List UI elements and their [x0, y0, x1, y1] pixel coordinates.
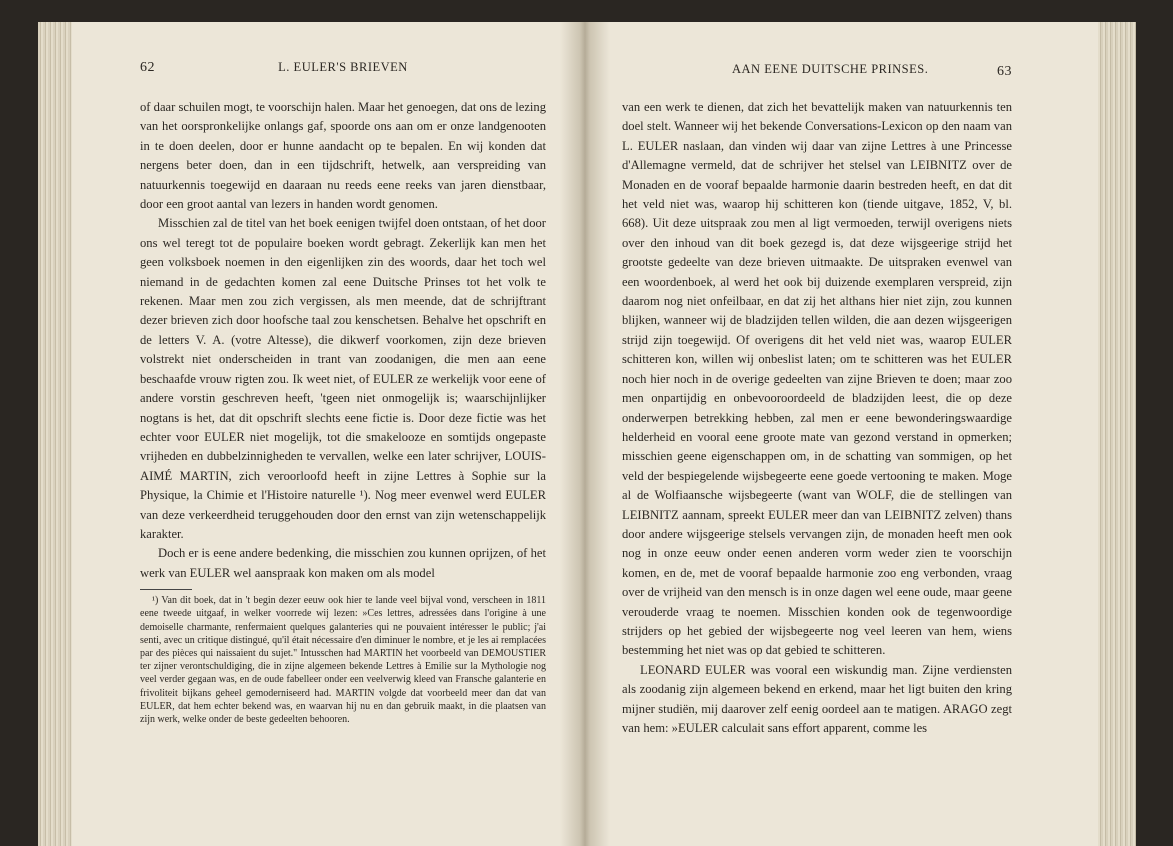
right-running-title: AAN EENE DUITSCHE PRINSES. [732, 62, 929, 76]
footnote-rule [140, 589, 192, 590]
book-gutter [560, 22, 610, 846]
footnote-text: ¹) Van dit boek, dat in 't begin dezer eeuw ook hier te lande veel bijval vond, verscheen in 1811 eene tweede uitgaaf, in welker voorrede wij lezen: »Ces lettres, adressées dans l'origine à une demoiselle charmante, renfermaient quelques galanteries qui ne pouvaient intéresser le public; j'ai senti, avec un critique distingué, qu'il était nécessaire d'en diminuer le nombre, et je les ai remplacées par des pièces qui naissaient du sujet." Intusschen had MARTIN het voorbeeld van DEMOUSTIER ter zijner verontschuldiging, die in zijne algemeen bekende Lettres à Emilie sur la Mythologie nog veel verder gegaan was, en de oude fabelleer onder een veelverwig kleed van Fransche galanterie en frivoliteit bijkans geheel gemoderniseerd had. MARTIN volgde dat voorbeeld meer dan dat van EULER, dat hem echter bekend was, en waarvan hij nu en dan gebruik maakt, in die plaatsen van zijn werk, welke onder de beste gedeelten behooren. [140, 595, 546, 725]
right-page-number: 63 [997, 64, 1012, 79]
left-page-number: 62 [140, 60, 155, 75]
right-paragraph-2: LEONARD EULER was vooral een wiskundig man. Zijne verdiensten als zoodanig zijn algemeen bekend en erkend, maar het ligt buiten den kring mijner studiën, mij daarover zelf eenig oordeel aan te matigen. ARAGO zegt van hem: »EULER calculait sans effort apparent, comme les [622, 662, 1012, 735]
left-paragraph-3: Doch er is eene andere bedenking, die misschien zou kunnen oprijzen, of het werk van EULER wel aanspraak kon maken om als model [140, 546, 546, 580]
right-page [622, 60, 1012, 738]
right-page-body [622, 98, 1012, 738]
left-page-header [140, 60, 546, 82]
right-page-edges [1098, 22, 1136, 846]
right-page-header [622, 60, 1012, 82]
left-page [140, 60, 546, 726]
right-paragraph-1: van een werk te dienen, dat zich het bevattelijk maken van natuurkennis ten doel stelt. Wanneer wij het bekende Conversations-Lexicon op den naam van L. EULER naslaan, dan vinden wij daar van zijne Lettres à une Princesse d'Allemagne vermeld, dat de schrijver het stelsel van LEIBNITZ over de Monaden en de vooraf bepaalde harmonie daarin bestreden heeft, en dat dit het veld niet was, waarop hij schitteren kon (tiende uitgave, 1852, V, bl. 668). Uit deze uitspraak zou men al ligt vermoeden, terwijl overigens niets over den inhoud van dit boek gezegd is, dat deze wijsgeerige strijd het grootste gedeelte van deze brieven uitmaakte. De uitspraken evenwel van een woordenboek, al werd het ook bij duizende exemplaren verspreid, zijn daarom nog niet onfeilbaar, en dat zij het althans hier niet zijn, zou kunnen blijken, wanneer wij de bladzijden tellen wilden, die aan dezen wijsgeerigen strijd zijn toegewijd. Of overigens dit het veld niet was, waarop EULER schitteren kon, willen wij onbeslist laten; om te schitteren was het EULER noch hier noch in de overige gedeelten van zijne Brieven te doen; maar zoo men onpartijdig en onbevooroordeeld de bladzijden leest, die op deze onderwerpen betrekking hebben, zal men er eene bewonderingswaardige helderheid en vooral eene groote mate van gezond verstand in opmerken; misschien geene eigenschappen om, in de schatting van sommigen, op het veld der bespiegelende wijsbegeerte eene goede vertooning te maken. Moge al de Wolfiaansche wijsbegeerte (want van WOLF, die de stellingen van LEIBNITZ aannam, spreekt EULER meer dan van LEIBNITZ zelven) thans door andere wijsgeerige stelsels vervangen zijn, de monaden heeft men ook nog in onze eeuw onder eenen anderen vorm weder zien te voorschijn komen, en de, met de vooraf bepaalde harmonie zoo eng verbonden, vraag over de vrijheid van den mensch is in onze dagen wel eene oude, maar geene verouderde vraag te noemen. Misschien konden ook de tegenwoordige strijders op het gebied der wijsbegeerte nog veel leeren van hem, wiens bestemming het niet was op dat gebied te schitteren. [622, 100, 1012, 658]
left-running-title: L. EULER'S BRIEVEN [278, 60, 408, 74]
left-page-edges [38, 22, 72, 846]
footnote [140, 594, 546, 726]
left-page-body [140, 98, 546, 583]
left-paragraph-1: of daar schuilen mogt, te voorschijn halen. Maar het genoegen, dat ons de lezing van het oorspronkelijke onlangs gaf, spoorde ons aan om er onze landgenooten in te doen deelen, door er hunne aandacht op te bepalen. En wij konden dat nergens beter doen, dan in een tijdschrift, hetwelk, aan verspreiding van natuurkennis toegewijd en daaraan nu reeds eene reeks van jaren dienstbaar, door een groot aantal van lezers in handen wordt genomen. [140, 100, 546, 212]
left-paragraph-2: Misschien zal de titel van het boek eenigen twijfel doen ontstaan, of het door ons wel teregt tot de populaire boeken wordt gebragt. Zekerlijk kan men het geen volksboek noemen in den eigenlijken zin des woords, daar het toch wel niemand in de gedachten komen zal eene Duitsche Prinses tot het volk te rekenen. Maar men zou zich vergissen, als men meende, dat de schrijftrant dezer brieven zich door hoofsche taal zou kenschetsen. Behalve het opschrift en de letters V. A. (votre Altesse), die dikwerf voorkomen, zijn deze brieven volstrekt niet onderscheiden in trant van zoodanigen, die men aan eene beschaafde vrouw rigten zou. Ik weet niet, of EULER ze werkelijk voor eene of andere vorstin geschreven heeft, 'tgeen niet onmogelijk is; waarschijnlijker nogtans is het, dat dit opschrift slechts eene fictie is. Door deze fictie was het echter voor EULER niet mogelijk, tot die smakelooze en somtijds ongepaste vrijheden en dubbelzinnigheden te vervallen, welke een later schrijver, LOUIS-AIMÉ MARTIN, zich veroorloofd heeft in zijne Lettres à Sophie sur la Physique, la Chimie et l'Histoire naturelle ¹). Nog meer evenwel werd EULER van deze verkeerdheid teruggehouden door den ernst van zijn wetenschappelijk karakter. [140, 216, 546, 541]
